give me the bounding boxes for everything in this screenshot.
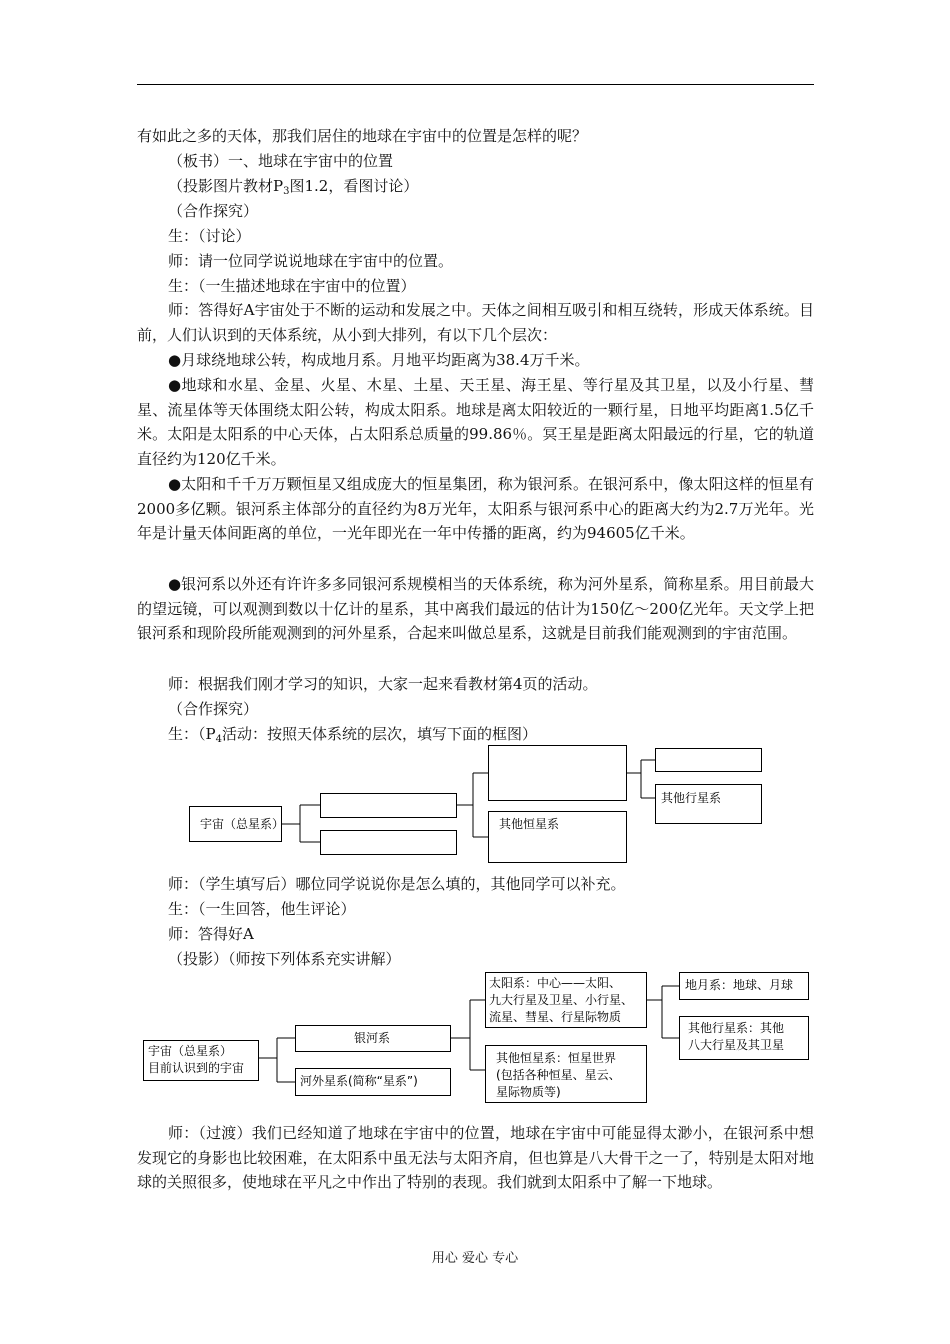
paragraph: 生：（一生回答，他生评论） [168,900,356,918]
diagram2-extragalactic-box: 河外星系(简称“星系”) [295,1068,451,1096]
paragraph: 师：答得好A宇宙处于不断的运动和发展之中。天体之间相互吸引和相互绕转，形成天体系统。目前，人们认识到的天体系统，从小到大排列，有以下几个层次： [137,301,814,344]
paragraph: 师：（过渡）我们已经知道了地球在宇宙中的位置，地球在宇宙中可能显得太渺小，在银河系中想发现它的身影也比较困难，在太阳系中虽无法与太阳齐肩，但也算是八大骨干之一了，特别是太阳对地球的关照很多，使地球在平凡之中作出了特别的表现。我们就到太阳系中了解一下地球。 [137,1124,814,1191]
paragraph: （投影）（师按下列体系充实讲解） [168,950,401,968]
paragraph: 师：（学生填写后）哪位同学说说你是怎么填的，其他同学可以补充。 [168,875,626,893]
bullet-paragraph: ●月球绕地球公转，构成地月系。月地平均距离为38.4万千米。 [168,351,590,369]
paragraph: 师：根据我们刚才学习的知识，大家一起来看教材第4页的活动。 [168,675,598,693]
diagram1-other-planets-box: 其他行星系 [655,784,762,824]
bullet-paragraph: ●地球和水星、金星、火星、木星、土星、天王星、海王星、等行星及其卫星，以及小行星、彗星、流星体等天体围绕太阳公转，构成太阳系。地球是离太阳较近的一颗行星，日地平均距离1.5亿千米。太阳是太阳系的中心天体，占太阳系总质量的99.86％。冥王星是距离太阳最远的行星，它的轨道直径约为120亿千米。 [137,376,814,468]
diagram2-other-stars-box: 其他恒星系：恒星世界 (包括各种恒星、星云、 星际物质等) [485,1045,647,1103]
paragraph: （合作探究） [168,202,259,220]
bullet-paragraph: ●太阳和千千万万颗恒星又组成庞大的恒星集团，称为银河系。在银河系中，像太阳这样的恒星有2000多亿颗。银河系主体部分的直径约为8万光年，太阳系与银河系中心的距离大约为2.7万光年。光年是计量天体间距离的单位，一光年即光在一年中传播的距离，约为94605亿千米。 [137,475,814,542]
diagram1-other-stars-box: 其他恒星系 [488,811,627,863]
paragraph: 生：（讨论） [168,227,251,245]
activity-paragraph: 生：（$P_4$活动：按照天体系统的层次，填写下面的框图） [168,725,537,745]
paragraph: 师：答得好A [168,925,254,943]
paragraph: （合作探究） [168,700,259,718]
projection-paragraph: （投影图片教材$P_3$图1.2，看图讨论） [168,177,419,197]
diagram2-milky-way-box: 银河系 [295,1025,451,1052]
page-footer: 用心 爱心 专心 [431,1251,519,1266]
paragraph: （板书）一、地球在宇宙中的位置 [168,152,394,170]
paragraph: 师：请一位同学说说地球在宇宙中的位置。 [168,252,454,270]
paragraph: 有如此之多的天体，那我们居住的地球在宇宙中的位置是怎样的呢？ [137,127,588,145]
bullet-paragraph: ●银河系以外还有许许多多同银河系规模相当的天体系统，称为河外星系，简称星系。用目前最大的望远镜，可以观测到数以十亿计的星系，其中离我们最远的估计为150亿～200亿光年。天文学上把银河系和现阶段所能观测到的河外星系，合起来叫做总星系，这就是目前我们能观测到的宇宙范围。 [137,575,814,642]
paragraph: 生：（一生描述地球在宇宙中的位置） [168,277,416,295]
diagram2-earth-moon-box: 地月系：地球、月球 [679,972,809,1000]
diagram1-root-box: 宇宙（总星系） [189,806,282,842]
diagram2-root-box: 宇宙（总星系） 目前认识到的宇宙 [143,1040,259,1081]
diagram2-other-planets-box: 其他行星系：其他 八大行星及其卫星 [679,1016,809,1060]
diagram2-solar-system-box: 太阳系：中心——太阳、 九大行星及卫星、小行星、 流星、彗星、行星际物质 [485,972,647,1028]
